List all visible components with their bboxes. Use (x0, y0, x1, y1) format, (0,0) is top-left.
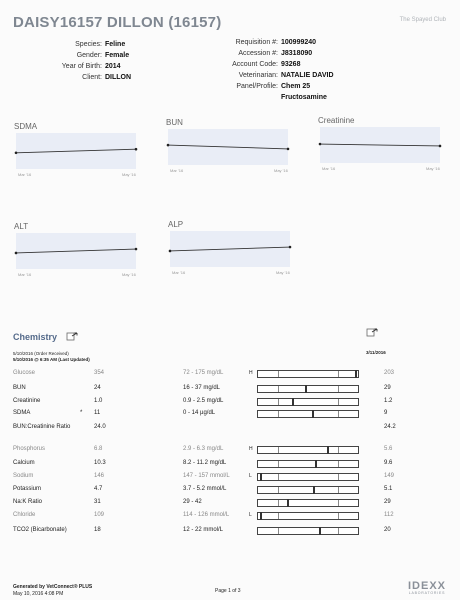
result-row (13, 398, 453, 410)
range-bar (257, 499, 359, 507)
trend-point[interactable] (135, 148, 138, 151)
reference-range: 16 - 37 mg/dL (183, 385, 221, 391)
range-high-tick (338, 399, 339, 405)
accession-label: Accession #: (238, 50, 278, 57)
species-value: Feline (105, 41, 126, 48)
clinic-name: The Spayed Club (399, 17, 446, 23)
trend-point[interactable] (167, 144, 170, 147)
range-bar (257, 410, 359, 418)
analyte-name[interactable]: Glucose (13, 370, 36, 376)
range-high-tick (338, 371, 339, 377)
range-high-tick (338, 447, 339, 453)
previous-value: 1.2 (384, 398, 393, 404)
result-value: 109 (94, 512, 105, 518)
range-marker (260, 512, 262, 520)
x-tick-label: Mar '16 (170, 168, 184, 173)
range-bar (257, 486, 359, 494)
panel-value-2: Fructosamine (281, 94, 327, 101)
high-low-flag: H (249, 446, 253, 452)
requisition-value: 100999240 (281, 39, 317, 46)
result-row (13, 527, 453, 539)
range-marker (319, 527, 321, 535)
last-updated: 5/10/2016 @ 6:35 AM (Last Updated) (13, 357, 90, 362)
birth-year-value: 2014 (105, 63, 121, 70)
high-low-flag: L (249, 473, 252, 479)
range-low-tick (278, 399, 279, 405)
result-row (13, 446, 453, 458)
range-bar (257, 446, 359, 454)
patient-info (40, 39, 131, 83)
requisition-info (220, 37, 334, 103)
range-high-tick (338, 500, 339, 506)
account-label: Account Code: (232, 61, 278, 68)
gender-value: Female (105, 52, 130, 59)
reference-range: 12 - 22 mmol/L (183, 527, 224, 533)
y-tick-mark: · (164, 143, 165, 148)
account-value: 93268 (281, 61, 301, 68)
previous-value: 112 (384, 512, 394, 518)
x-tick-label: Mar '16 (18, 172, 32, 177)
previous-result-date: 3/11/2016 (366, 350, 386, 355)
range-low-tick (278, 513, 279, 519)
result-row (13, 473, 453, 485)
range-marker (327, 446, 329, 454)
result-value: 1.0 (94, 398, 103, 404)
range-bar (257, 527, 359, 535)
analyte-name[interactable]: Chloride (13, 512, 36, 518)
previous-value: 5.6 (384, 446, 393, 452)
range-marker (260, 473, 262, 481)
y-tick-mark: · (12, 251, 13, 256)
range-low-tick (278, 386, 279, 392)
trend-point[interactable] (289, 246, 292, 249)
result-row (13, 486, 453, 498)
x-tick-label: May '16 (122, 272, 136, 277)
reference-range: 3.7 - 5.2 mmol/L (183, 486, 227, 492)
previous-value: 29 (384, 385, 391, 391)
range-bar (257, 512, 359, 520)
trend-chart-creatinine (316, 116, 444, 173)
range-bar (257, 370, 359, 378)
range-low-tick (278, 447, 279, 453)
result-row (13, 512, 453, 524)
range-marker (305, 385, 307, 393)
range-bar (257, 398, 359, 406)
high-low-flag: L (249, 512, 252, 518)
reference-range: 2.9 - 6.3 mg/dL (183, 446, 224, 452)
chart-title: BUN (166, 118, 183, 127)
range-marker (287, 499, 289, 507)
result-row (13, 460, 453, 472)
result-value: 4.7 (94, 486, 103, 492)
y-tick-mark: · (166, 249, 167, 254)
previous-value: 20 (384, 527, 391, 533)
previous-value: 203 (384, 370, 395, 376)
range-high-tick (338, 461, 339, 467)
x-tick-label: Mar '16 (322, 166, 336, 171)
trend-chart-sdma (12, 122, 140, 179)
x-tick-label: May '16 (122, 172, 136, 177)
analyte-name[interactable]: Sodium (13, 473, 34, 479)
order-received: 5/10/2016 (Order Received) (13, 351, 69, 356)
range-high-tick (338, 528, 339, 534)
client-label: Client: (82, 74, 102, 81)
result-row (13, 410, 453, 422)
high-low-flag: H (249, 370, 253, 376)
range-marker (292, 398, 294, 406)
range-low-tick (278, 500, 279, 506)
previous-value: 9 (384, 410, 388, 416)
chart-svg (12, 133, 140, 179)
result-value: 6.8 (94, 446, 103, 452)
export-previous-icon[interactable] (366, 328, 378, 337)
analyte-name[interactable]: Potassium (13, 486, 42, 492)
trend-point[interactable] (169, 250, 172, 253)
range-marker (312, 410, 314, 418)
idexx-logo (408, 580, 446, 595)
range-low-tick (278, 528, 279, 534)
reference-range: 147 - 157 mmol/L (183, 473, 230, 479)
range-low-tick (278, 411, 279, 417)
panel-value: Chem 25 (281, 83, 311, 90)
reference-range: 114 - 126 mmol/L (183, 512, 230, 518)
panel-label-2 (220, 92, 278, 103)
patient-title: DAISY16157 DILLON (16157) (13, 14, 222, 31)
logo-subtext: LABORATORIES (408, 591, 446, 595)
previous-value: 29 (384, 499, 391, 505)
logo-text: IDEXX (407, 580, 446, 592)
range-marker (313, 486, 315, 494)
range-low-tick (278, 487, 279, 493)
range-marker (315, 460, 317, 468)
range-low-tick (278, 461, 279, 467)
result-value: 18 (94, 527, 101, 533)
trend-chart-alp (166, 220, 294, 277)
chart-title: Creatinine (318, 116, 355, 125)
result-row (13, 370, 453, 382)
chart-svg (12, 233, 140, 279)
chemistry-title-text: Chemistry (13, 332, 58, 342)
result-value: 10.3 (94, 460, 106, 466)
trend-point[interactable] (439, 145, 442, 148)
chart-title: ALP (168, 220, 184, 229)
veterinarian-value: NATALIE DAVID (281, 72, 334, 79)
result-value: 31 (94, 499, 101, 505)
range-high-tick (338, 411, 339, 417)
range-high-tick (338, 513, 339, 519)
analyte-name[interactable]: Calcium (13, 460, 35, 466)
range-low-tick (278, 371, 279, 377)
flag-mark: * (80, 410, 83, 416)
result-value: 24.0 (94, 424, 106, 430)
reference-range: 0 - 14 µg/dL (183, 410, 216, 416)
trend-point[interactable] (135, 248, 138, 251)
trend-point[interactable] (319, 143, 322, 146)
panel-label: Panel/Profile: (236, 83, 278, 90)
range-bar (257, 473, 359, 481)
analyte-name[interactable]: BUN (13, 385, 26, 391)
result-row (13, 424, 453, 436)
previous-value: 24.2 (384, 424, 396, 430)
accession-value: J8318090 (281, 50, 313, 57)
x-tick-label: Mar '16 (18, 272, 32, 277)
previous-value: 5.1 (384, 486, 393, 492)
trend-chart-bun (164, 118, 292, 175)
gender-label: Gender: (76, 52, 102, 59)
chart-svg (166, 231, 294, 277)
reference-range: 72 - 175 mg/dL (183, 370, 224, 376)
range-low-tick (278, 474, 279, 480)
reference-range: 29 - 42 (183, 499, 202, 505)
analyte-name[interactable]: Creatinine (13, 398, 41, 404)
analyte-name[interactable]: TCO2 (Bicarbonate) (13, 527, 67, 533)
analyte-name[interactable]: BUN:Creatinine Ratio (13, 424, 71, 430)
result-row (13, 385, 453, 397)
generated-date: May 10, 2016 4:08 PM (13, 591, 64, 597)
previous-value: 149 (384, 473, 395, 479)
result-value: 354 (94, 370, 105, 376)
chemistry-title (13, 332, 78, 342)
range-marker (355, 370, 357, 378)
chart-title: SDMA (14, 122, 38, 131)
page-number: Page 1 of 3 (215, 588, 241, 594)
export-icon[interactable] (66, 332, 78, 341)
reference-range: 8.2 - 11.2 mg/dL (183, 460, 227, 466)
trend-point[interactable] (15, 252, 18, 255)
range-bar (257, 460, 359, 468)
analyte-name[interactable]: SDMA (13, 410, 31, 416)
y-tick-mark: · (316, 142, 317, 147)
trend-chart-alt (12, 222, 140, 279)
range-high-tick (338, 487, 339, 493)
chart-svg (316, 127, 444, 173)
x-tick-label: Mar '16 (172, 270, 186, 275)
x-tick-label: May '16 (276, 270, 290, 275)
analyte-name[interactable]: Phosphorus (13, 446, 46, 452)
species-label: Species: (75, 41, 102, 48)
result-value: 146 (94, 473, 105, 479)
trend-point[interactable] (15, 152, 18, 155)
analyte-name[interactable]: Na:K Ratio (13, 499, 43, 505)
trend-point[interactable] (287, 148, 290, 151)
x-tick-label: May '16 (426, 166, 440, 171)
result-value: 24 (94, 385, 101, 391)
x-tick-label: May '16 (274, 168, 288, 173)
chart-title: ALT (14, 222, 29, 231)
range-bar (257, 385, 359, 393)
footer-generated (13, 584, 92, 598)
birth-year-label: Year of Birth: (61, 63, 102, 70)
result-value: 11 (94, 410, 101, 416)
client-value: DILLON (105, 74, 132, 81)
y-tick-mark: · (12, 151, 13, 156)
chart-svg (164, 129, 292, 175)
result-dates (13, 351, 90, 363)
previous-value: 9.6 (384, 460, 393, 466)
reference-range: 0.9 - 2.5 mg/dL (183, 398, 224, 404)
range-high-tick (338, 386, 339, 392)
veterinarian-label: Veterinarian: (238, 72, 278, 79)
result-row (13, 499, 453, 511)
generated-by: Generated by VetConnect® PLUS (13, 584, 93, 590)
range-high-tick (338, 474, 339, 480)
requisition-label: Requisition #: (235, 39, 278, 46)
